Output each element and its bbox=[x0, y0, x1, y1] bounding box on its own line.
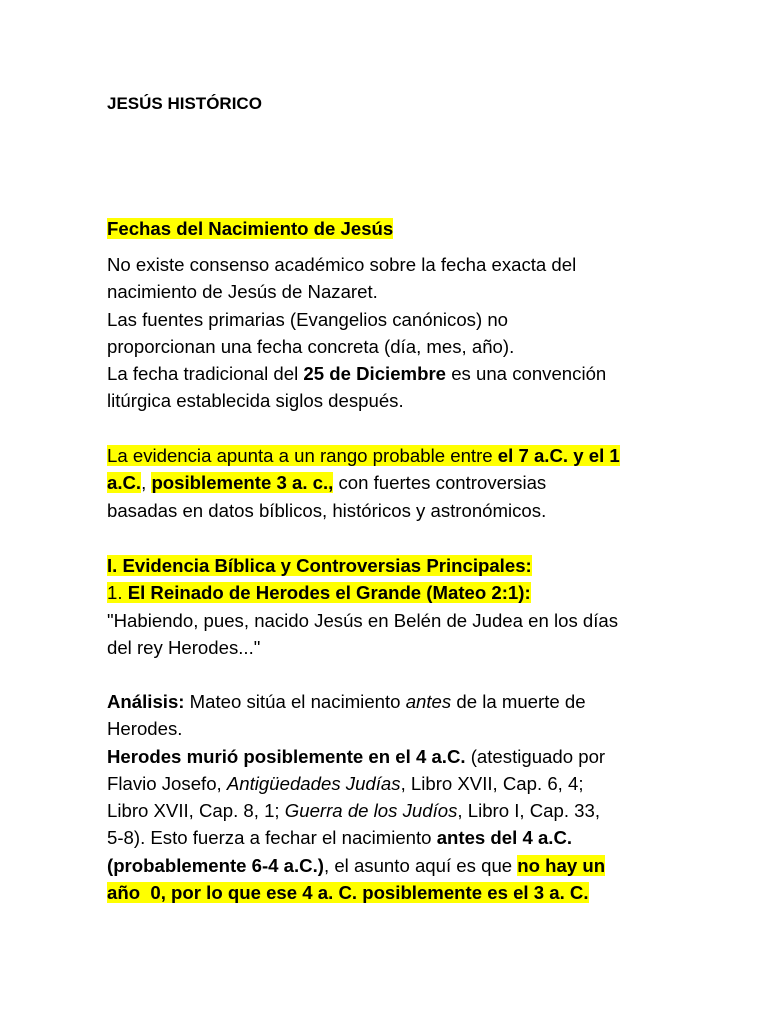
text-line bbox=[107, 442, 667, 469]
subheading-text: El Reinado de Herodes el Grande (Mateo 2:1): bbox=[127, 582, 531, 604]
text-run: , Libro XVII, Cap. 6, 4; bbox=[400, 772, 584, 794]
paragraph-analysis bbox=[107, 688, 667, 906]
text-line: No existe consenso académico sobre la fecha exacta del bbox=[107, 254, 577, 275]
text-line bbox=[107, 688, 667, 715]
highlighted-bold-run: año 0, por lo que ese 4 a. C. posiblemente es el 3 a. C. bbox=[107, 882, 589, 904]
bold-run: 25 de Diciembre bbox=[303, 363, 447, 385]
highlighted-run: La evidencia apunta a un rango probable entre bbox=[107, 445, 498, 466]
bold-run: (probablemente 6-4 a.C.) bbox=[107, 854, 324, 876]
text-run: , el asunto aquí es que bbox=[323, 854, 518, 876]
text-run: con fuertes controversias bbox=[333, 472, 547, 494]
text-line bbox=[107, 360, 667, 387]
paragraph-evidence-range bbox=[107, 442, 667, 524]
quote-line: "Habiendo, pues, nacido Jesús en Belén de Judea en los días bbox=[107, 609, 619, 631]
text-run: Mateo sitúa el nacimiento bbox=[184, 691, 406, 712]
bold-run: antes del 4 a.C. bbox=[436, 827, 573, 849]
section-biblical-evidence bbox=[107, 552, 667, 661]
italic-run: Antigüedades Judías bbox=[226, 772, 401, 794]
subheading bbox=[107, 579, 667, 606]
highlighted-bold-run: posiblemente 3 a. c., bbox=[151, 472, 334, 494]
text-run: , Libro I, Cap. 33, bbox=[457, 800, 601, 822]
italic-run: antes bbox=[405, 691, 452, 712]
text-line bbox=[107, 852, 667, 879]
text-line bbox=[107, 824, 667, 851]
text-line: nacimiento de Jesús de Nazaret. bbox=[107, 281, 378, 303]
text-line bbox=[107, 797, 667, 824]
text-line bbox=[107, 879, 667, 906]
section-heading-text: Fechas del Nacimiento de Jesús bbox=[107, 218, 394, 239]
section-heading-birth-dates bbox=[107, 215, 667, 242]
text-run: , bbox=[141, 472, 152, 494]
highlighted-bold-run: a.C. bbox=[107, 472, 142, 494]
text-line: litúrgica establecida siglos después. bbox=[107, 390, 404, 412]
highlighted-bold-run: el 7 a.C. y el 1 bbox=[497, 445, 620, 466]
list-number: 1. bbox=[107, 582, 128, 604]
text-run: La fecha tradicional del bbox=[107, 363, 304, 385]
text-line: Herodes. bbox=[107, 718, 183, 740]
text-run: 5-8). Esto fuerza a fechar el nacimiento bbox=[107, 827, 437, 849]
text-line: Las fuentes primarias (Evangelios canónicos) no bbox=[107, 308, 509, 330]
text-run: Flavio Josefo, bbox=[107, 772, 227, 794]
text-line bbox=[107, 770, 667, 797]
text-line: basadas en datos bíblicos, históricos y astronómicos. bbox=[107, 499, 547, 521]
section-heading-text: I. Evidencia Bíblica y Controversias Principales: bbox=[107, 555, 532, 576]
text-run: Libro XVII, Cap. 8, 1; bbox=[107, 800, 285, 822]
text-line bbox=[107, 743, 667, 770]
text-line: proporcionan una fecha concreta (día, mes, año). bbox=[107, 335, 515, 357]
text-run: es una convención bbox=[446, 363, 607, 385]
highlighted-bold-run: no hay un bbox=[517, 854, 606, 876]
quote-line: del rey Herodes..." bbox=[107, 636, 261, 658]
text-line bbox=[107, 469, 667, 496]
section-heading bbox=[107, 552, 667, 579]
text-run: (atestiguado por bbox=[465, 745, 606, 767]
document-title: JESÚS HISTÓRICO bbox=[107, 94, 262, 113]
text-run: de la muerte de bbox=[451, 691, 586, 712]
paragraph-consensus bbox=[107, 251, 667, 415]
bold-run: Herodes murió posiblemente en el 4 a.C. bbox=[107, 745, 466, 767]
italic-run: Guerra de los Judíos bbox=[284, 800, 458, 822]
bold-run: Análisis: bbox=[107, 691, 185, 712]
